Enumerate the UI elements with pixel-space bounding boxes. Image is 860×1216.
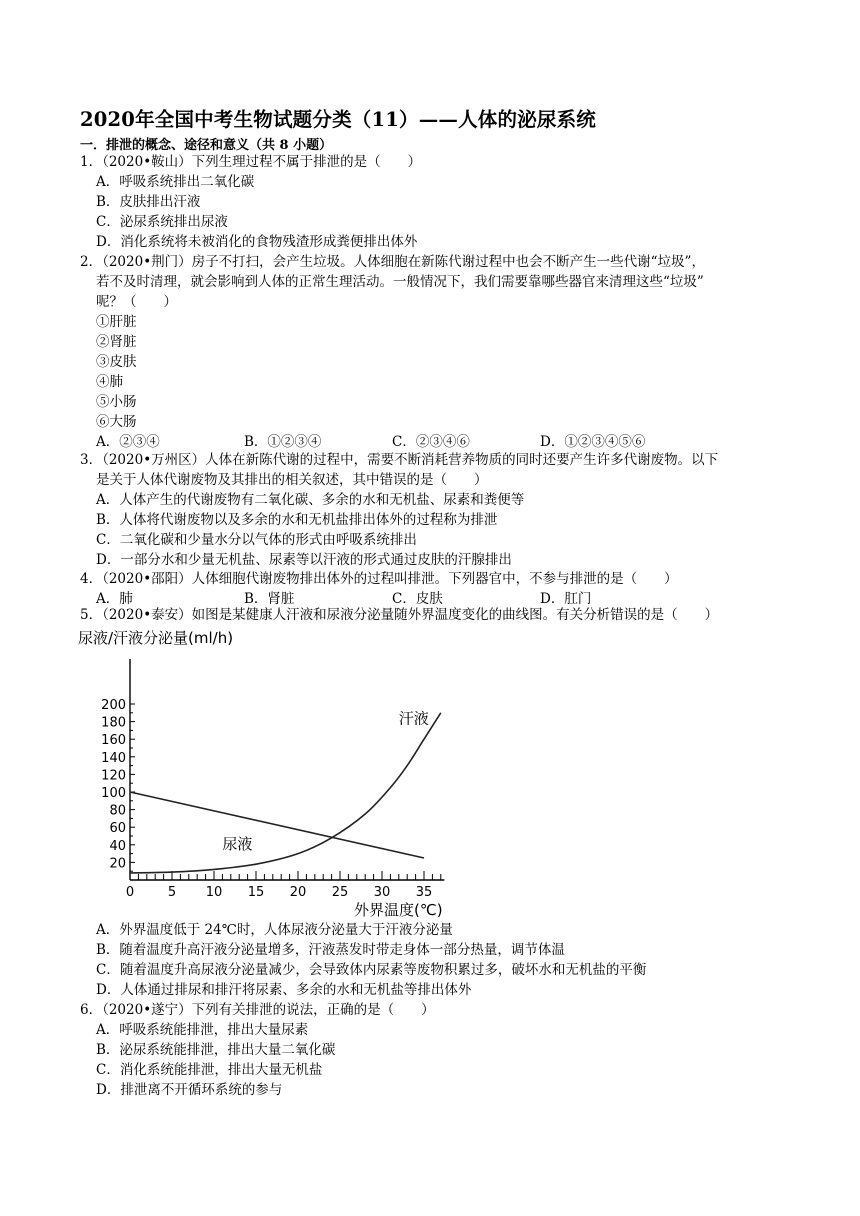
question-2-option-b: B．①②③④: [244, 434, 322, 450]
chart-series-line-0: [130, 792, 424, 858]
question-5-option-a: A．外界温度低于 24℃时，人体尿液分泌量大于汗液分泌量: [96, 922, 453, 938]
question-6-option-c: C．消化系统能排泄，排出大量无机盐: [96, 1062, 323, 1078]
chart-x-tick-label: 30: [373, 885, 391, 900]
chart-x-tick-label: 25: [331, 885, 349, 900]
question-6-stem: 6．（2020•遂宁）下列有关排泄的说法，正确的是（ ）: [80, 1002, 435, 1018]
question-2-stem-line-3: 呢？（ ）: [96, 294, 177, 310]
chart-x-tick-label: 20: [289, 885, 307, 900]
chart-y-tick-label: 60: [109, 821, 126, 837]
question-1-stem: 1．（2020•鞍山）下列生理过程不属于排泄的是（ ）: [80, 154, 422, 170]
question-1-option-b: B．皮肤排出汗液: [96, 194, 201, 210]
question-1-option-c: C．泌尿系统排出尿液: [96, 214, 228, 230]
question-5-option-c: C．随着温度升高尿液分泌量减少，会导致体内尿素等废物积累过多，破坏水和无机盐的平衡: [96, 962, 647, 978]
question-3-option-d: D．一部分水和少量无机盐、尿素等以汗液的形式通过皮肤的汗腺排出: [96, 552, 512, 568]
question-2-item-3: ③皮肤: [96, 354, 137, 370]
chart-y-tick-label: 200: [101, 698, 126, 713]
question-6-option-b: B．泌尿系统能排泄，排出大量二氧化碳: [96, 1042, 336, 1058]
question-4-stem: 4．（2020•邵阳）人体细胞代谢废物排出体外的过程叫排泄。下列器官中，不参与排泄的是（ ）: [80, 571, 678, 587]
question-3-stem-line-2: 是关于人体代谢废物及其排出的相关叙述，其中错误的是（ ）: [96, 472, 488, 488]
chart-y-tick-label: 80: [109, 803, 126, 819]
question-5-option-b: B．随着温度升高汗液分泌量增多，汗液蒸发时带走身体一部分热量，调节体温: [96, 942, 565, 958]
question-1-option-d: D．消化系统将未被消化的食物残渣形成粪便排出体外: [96, 234, 418, 250]
chart-series-line-1: [130, 713, 441, 873]
question-2-item-2: ②肾脏: [96, 334, 137, 350]
question-2-option-a: A．②③④: [96, 434, 160, 450]
question-2-stem-line-2: 若不及时清理，就会影响到人体的正常生理活动。一般情况下，我们需要靠哪些器官来清理这些“垃圾”: [96, 274, 704, 290]
page-title: 2020年全国中考生物试题分类（11）——人体的泌尿系统: [80, 108, 597, 131]
question-6-option-d: D．排泄离不开循环系统的参与: [96, 1082, 283, 1098]
question-4-options: [96, 587, 756, 607]
chart-x-tick-label: 10: [205, 885, 223, 900]
question-3-option-b: B．人体将代谢废物以及多余的水和无机盐排出体外的过程称为排泄: [96, 512, 498, 528]
chart-y-tick-label: 120: [101, 768, 126, 784]
chart-y-tick-label: 40: [109, 838, 126, 854]
section-heading: 一．排泄的概念、途径和意义（共 8 小题）: [80, 138, 333, 153]
question-4-option-a: A．肺: [96, 591, 133, 607]
question-5-option-d: D．人体通过排尿和排汗将尿素、多余的水和无机盐等排出体外: [96, 982, 472, 998]
chart-x-tick-label: 15: [247, 885, 265, 900]
question-2-item-4: ④肺: [96, 374, 123, 390]
question-3-option-a: A．人体产生的代谢废物有二氧化碳、多余的水和无机盐、尿素和粪便等: [96, 492, 525, 508]
question-6-option-a: A．呼吸系统能排泄，排出大量尿素: [96, 1022, 309, 1038]
question-2-item-6: ⑥大肠: [96, 414, 137, 430]
question-2-option-c: C．②③④⑥: [392, 434, 470, 450]
chart-x-tick-label: 5: [167, 885, 177, 900]
question-2-item-5: ⑤小肠: [96, 394, 137, 410]
question-3-stem-line-1: 3．（2020•万州区）人体在新陈代谢的过程中，需要不断消耗营养物质的同时还要产生许多代谢废物。以下: [80, 452, 719, 468]
question-2-stem-line-1: 2．（2020•荆门）房子不打扫，会产生垃圾。人体细胞在新陈代谢过程中也会不断产生一些代谢“垃圾”，: [80, 254, 705, 270]
question-2-item-1: ①肝脏: [96, 314, 137, 330]
question-2-options: [96, 430, 756, 450]
chart-y-tick-label: 180: [101, 715, 126, 731]
chart-x-axis-label: 外界温度(℃): [354, 901, 443, 919]
urine-sweat-chart: [78, 625, 458, 925]
chart-y-axis-label: 尿液/汗液分泌量(ml/h): [78, 629, 234, 647]
question-4-option-c: C．皮肤: [392, 591, 443, 607]
chart-series-label: 汗液: [398, 709, 429, 728]
chart-y-tick-label: 160: [101, 733, 126, 749]
question-4-option-d: D．肛门: [540, 591, 592, 607]
question-2-option-d: D．①②③④⑤⑥: [540, 434, 646, 450]
question-5-stem: 5．（2020•泰安）如图是某健康人汗液和尿液分泌量随外界温度变化的曲线图。有关分析错误的是（ ）: [80, 607, 719, 623]
question-3-option-c: C．二氧化碳和少量水分以气体的形式由呼吸系统排出: [96, 532, 417, 548]
question-4-option-b: B．肾脏: [244, 591, 295, 607]
chart-y-tick-label: 20: [109, 856, 126, 872]
chart-x-tick-label: 0: [125, 885, 135, 900]
chart-series-label: 尿液: [222, 835, 253, 854]
chart-y-tick-label: 140: [101, 750, 126, 766]
chart-x-tick-label: 35: [415, 885, 433, 900]
chart-y-tick-label: 100: [101, 786, 126, 801]
question-1-option-a: A．呼吸系统排出二氧化碳: [96, 174, 255, 190]
